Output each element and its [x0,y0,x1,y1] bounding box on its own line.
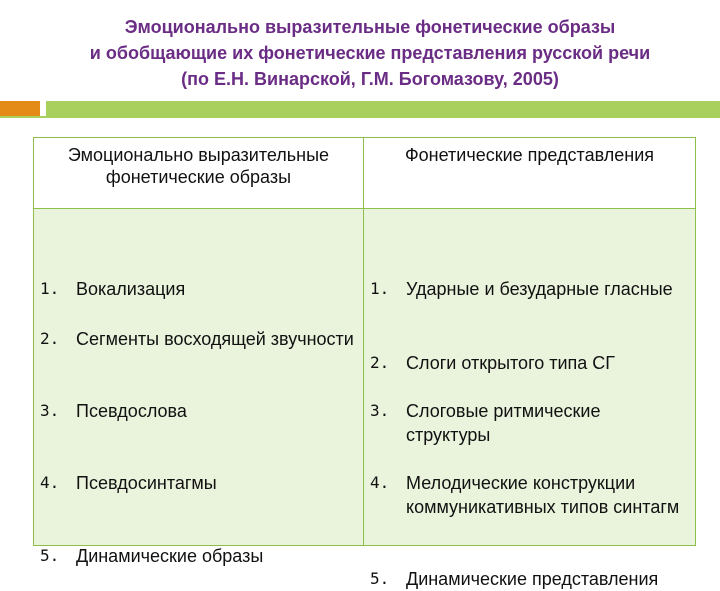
item-text: Слоговые ритмические структуры [406,401,601,445]
item-number: 5. [370,569,390,588]
accent-divider-line [0,116,720,118]
accent-bar-green [46,101,720,117]
item-number: 4. [370,473,390,492]
right-item-3 [370,399,689,447]
title-line-3: (по Е.Н. Винарской, Г.М. Богомазову, 2005) [181,69,559,89]
item-text: Динамические представления [406,569,659,589]
left-item-4 [40,471,357,495]
left-item-2 [40,327,357,351]
right-item-4 [370,471,689,519]
item-number: 2. [370,353,390,372]
left-item-1 [40,277,357,301]
item-text: Сегменты восходящей звучности [76,329,354,349]
title-line-1: Эмоционально выразительные фонетические образы [124,17,616,37]
right-column-cell [364,209,696,589]
right-item-5 [370,567,689,591]
item-text: Динамические образы [76,546,264,566]
table-body-row [34,209,696,546]
left-item-5 [40,544,357,568]
item-text: Псевдосинтагмы [76,473,217,493]
table-header-row [34,138,696,209]
right-item-2 [370,351,689,375]
item-text: Псевдослова [76,401,187,421]
slide-title [40,14,700,92]
item-number: 3. [40,401,60,420]
left-column-cell [34,209,364,566]
item-number: 1. [40,279,60,298]
header-left: Эмоционально выразительные фонетические образы [34,138,364,209]
item-text: Слоги открытого типа СГ [406,353,616,373]
item-number: 1. [370,279,390,298]
item-number: 4. [40,473,60,492]
item-number: 5. [40,546,60,565]
item-number: 3. [370,401,390,420]
item-text: Ударные и безударные гласные [406,279,673,299]
item-text: Мелодические конструкции коммуникативных типов синтагм [406,473,680,517]
item-text: Вокализация [76,279,186,299]
item-number: 2. [40,329,60,348]
title-line-2: и обобщающие их фонетические представления русской речи [89,43,651,63]
right-item-1 [370,277,689,301]
comparison-table [33,137,696,589]
accent-bar-orange [0,101,40,117]
left-item-3 [40,399,357,423]
header-right: Фонетические представления [364,138,696,209]
